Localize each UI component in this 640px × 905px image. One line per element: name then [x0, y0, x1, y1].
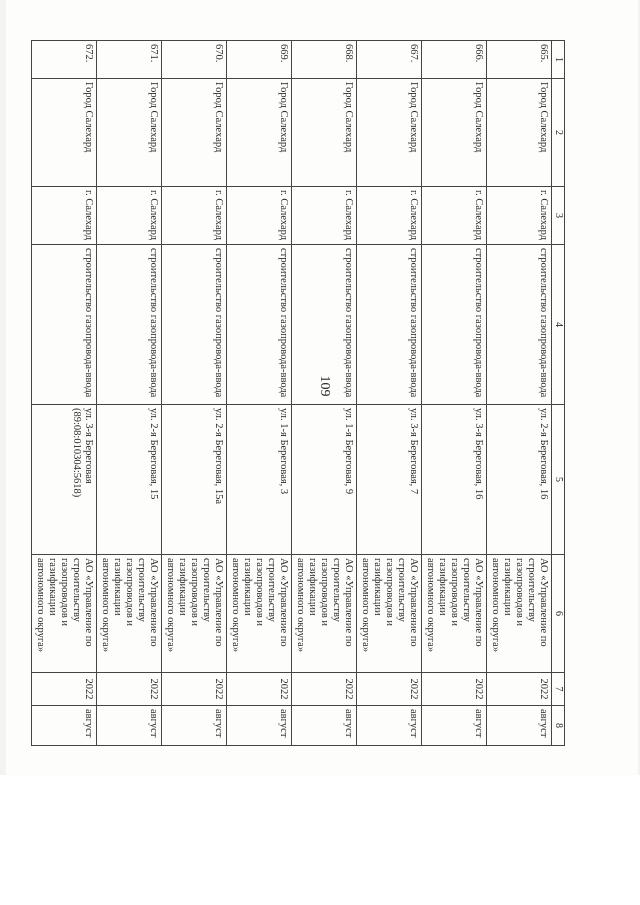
- year-cell: 2022: [292, 673, 357, 706]
- rotated-table-container: [35, 40, 565, 745]
- settlement-cell: г. Салехард: [227, 187, 292, 245]
- customer-cell: АО «Управление по строительству газопроводов и газификации автономного округа»: [32, 555, 97, 673]
- table-row: [97, 41, 162, 746]
- customer-cell: АО «Управление по строительству газопроводов и газификации автономного округа»: [292, 555, 357, 673]
- address-cell: ул. 3-я Береговая (89:08:010304:5618): [32, 405, 97, 555]
- row-number: 670.: [162, 41, 227, 79]
- customer-cell: АО «Управление по строительству газопроводов и газификации автономного округа»: [227, 555, 292, 673]
- page-margin: [0, 775, 640, 905]
- work-type-cell: строительство газопровода-ввода: [32, 245, 97, 405]
- address-cell: ул. 2-я Береговая, 16: [487, 405, 552, 555]
- customer-cell: АО «Управление по строительству газопроводов и газификации автономного округа»: [162, 555, 227, 673]
- header-row: [552, 41, 565, 746]
- month-cell: август: [227, 706, 292, 746]
- municipality-cell: Город Салехард: [292, 79, 357, 187]
- municipality-cell: Город Салехард: [422, 79, 487, 187]
- column-header: 5: [552, 405, 565, 555]
- table-row: [487, 41, 552, 746]
- column-header: 6: [552, 555, 565, 673]
- work-type-cell: строительство газопровода-ввода: [422, 245, 487, 405]
- settlement-cell: г. Салехард: [422, 187, 487, 245]
- address-cell: ул. 2-я Береговая, 15а: [162, 405, 227, 555]
- column-header: 4: [552, 245, 565, 405]
- table-row: [357, 41, 422, 746]
- table-row: [422, 41, 487, 746]
- settlement-cell: г. Салехард: [357, 187, 422, 245]
- month-cell: август: [487, 706, 552, 746]
- table-row: [227, 41, 292, 746]
- table-row: [292, 41, 357, 746]
- work-type-cell: строительство газопровода-ввода: [292, 245, 357, 405]
- row-number: 672.: [32, 41, 97, 79]
- month-cell: август: [292, 706, 357, 746]
- settlement-cell: г. Салехард: [32, 187, 97, 245]
- column-header: 8: [552, 706, 565, 746]
- municipality-cell: Город Салехард: [227, 79, 292, 187]
- year-cell: 2022: [162, 673, 227, 706]
- work-type-cell: строительство газопровода-ввода: [227, 245, 292, 405]
- row-number: 665.: [487, 41, 552, 79]
- year-cell: 2022: [487, 673, 552, 706]
- year-cell: 2022: [422, 673, 487, 706]
- column-header: 3: [552, 187, 565, 245]
- customer-cell: АО «Управление по строительству газопроводов и газификации автономного округа»: [97, 555, 162, 673]
- month-cell: август: [97, 706, 162, 746]
- municipality-cell: Город Салехард: [487, 79, 552, 187]
- address-cell: ул. 3-я Береговая, 16: [422, 405, 487, 555]
- row-number: 668.: [292, 41, 357, 79]
- year-cell: 2022: [97, 673, 162, 706]
- municipality-cell: Город Салехард: [97, 79, 162, 187]
- settlement-cell: г. Салехард: [162, 187, 227, 245]
- column-header: 1: [552, 41, 565, 79]
- settlement-cell: г. Салехард: [292, 187, 357, 245]
- customer-cell: АО «Управление по строительству газопроводов и газификации автономного округа»: [487, 555, 552, 673]
- column-header: 2: [552, 79, 565, 187]
- year-cell: 2022: [32, 673, 97, 706]
- row-number: 671.: [97, 41, 162, 79]
- address-cell: ул. 1-я Береговая, 3: [227, 405, 292, 555]
- month-cell: август: [357, 706, 422, 746]
- municipality-cell: Город Салехард: [162, 79, 227, 187]
- work-type-cell: строительство газопровода-ввода: [97, 245, 162, 405]
- row-number: 666.: [422, 41, 487, 79]
- year-cell: 2022: [357, 673, 422, 706]
- customer-cell: АО «Управление по строительству газопроводов и газификации автономного округа»: [422, 555, 487, 673]
- address-cell: ул. 2-я Береговая, 15: [97, 405, 162, 555]
- customer-cell: АО «Управление по строительству газопроводов и газификации автономного округа»: [357, 555, 422, 673]
- month-cell: август: [162, 706, 227, 746]
- gas-works-table: [31, 40, 565, 746]
- address-cell: ул. 3-я Береговая, 7: [357, 405, 422, 555]
- row-number: 669.: [227, 41, 292, 79]
- month-cell: август: [422, 706, 487, 746]
- settlement-cell: г. Салехард: [97, 187, 162, 245]
- municipality-cell: Город Салехард: [357, 79, 422, 187]
- year-cell: 2022: [227, 673, 292, 706]
- table-row: [162, 41, 227, 746]
- page-number: 109: [317, 375, 332, 397]
- month-cell: август: [32, 706, 97, 746]
- row-number: 667.: [357, 41, 422, 79]
- address-cell: ул. 1-я Береговая, 9: [292, 405, 357, 555]
- work-type-cell: строительство газопровода-ввода: [357, 245, 422, 405]
- work-type-cell: строительство газопровода-ввода: [162, 245, 227, 405]
- municipality-cell: Город Салехард: [32, 79, 97, 187]
- work-type-cell: строительство газопровода-ввода: [487, 245, 552, 405]
- table-row: [32, 41, 97, 746]
- settlement-cell: г. Салехард: [487, 187, 552, 245]
- column-header: 7: [552, 673, 565, 706]
